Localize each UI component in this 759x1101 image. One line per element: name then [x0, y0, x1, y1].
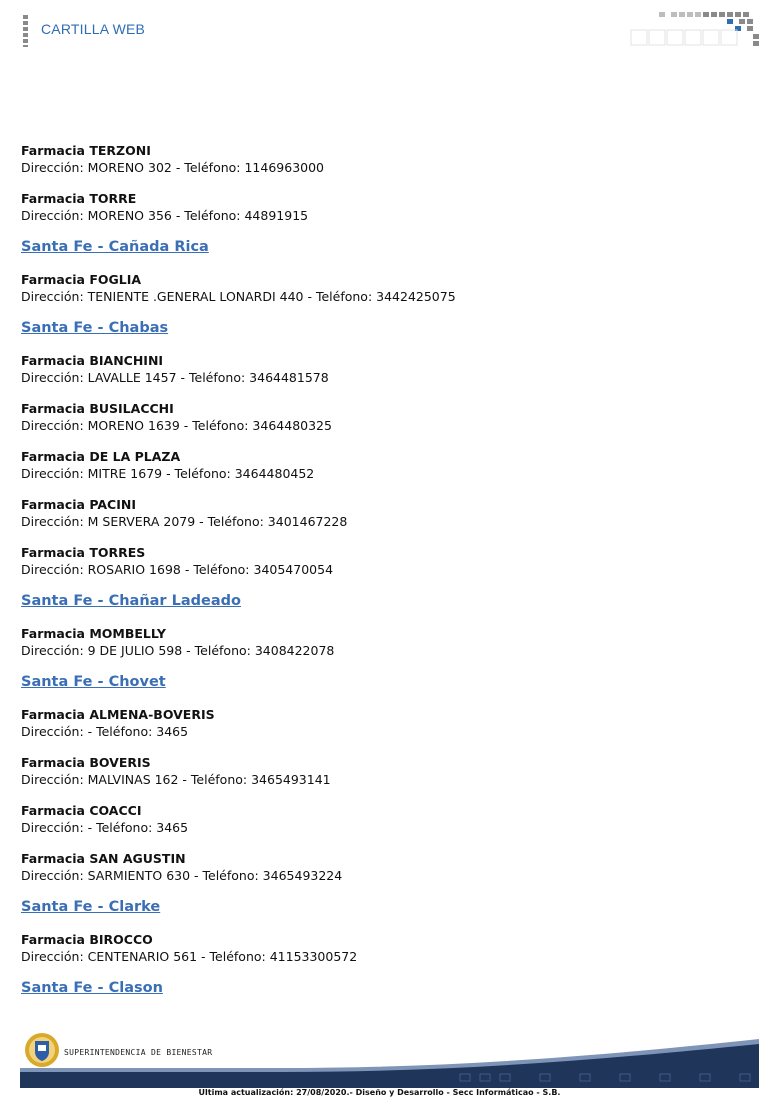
- pharmacy-entry: [21, 544, 741, 578]
- pharmacy-name: Farmacia BIROCCO: [21, 932, 153, 947]
- pharmacy-entry: [21, 850, 741, 884]
- header-bar-icon: [23, 15, 28, 47]
- footer-wave-icon: [20, 1038, 759, 1088]
- pharmacy-address: Dirección: MALVINAS 162 - Teléfono: 3465493141: [21, 772, 331, 787]
- pharmacy-entry: [21, 802, 741, 836]
- locality-heading[interactable]: Santa Fe - Clason: [21, 980, 163, 996]
- pharmacy-address: Dirección: LAVALLE 1457 - Teléfono: 3464481578: [21, 370, 329, 385]
- header-title: CARTILLA WEB: [41, 21, 146, 37]
- pharmacy-address: Dirección: ROSARIO 1698 - Teléfono: 3405470054: [21, 562, 334, 577]
- pharmacy-name: Farmacia BOVERIS: [21, 755, 151, 770]
- pharmacy-entry: [21, 625, 741, 659]
- locality-heading[interactable]: Santa Fe - Chabas: [21, 320, 169, 336]
- pharmacy-entry: [21, 142, 741, 176]
- pharmacy-address: Dirección: MORENO 356 - Teléfono: 44891915: [21, 208, 309, 223]
- pharmacy-address: Dirección: MORENO 302 - Teléfono: 1146963000: [21, 160, 325, 175]
- locality-heading[interactable]: Santa Fe - Clarke: [21, 899, 161, 915]
- pharmacy-address: Dirección: - Teléfono: 3465: [21, 724, 189, 739]
- pharmacy-name: Farmacia SAN AGUSTIN: [21, 851, 186, 866]
- decorative-squares-icon: [629, 10, 759, 50]
- pharmacy-address: Dirección: TENIENTE .GENERAL LONARDI 440 - Teléfono: 3442425075: [21, 289, 456, 304]
- pharmacy-address: Dirección: M SERVERA 2079 - Teléfono: 3401467228: [21, 514, 348, 529]
- page-header: [0, 0, 759, 60]
- pharmacy-address: Dirección: - Teléfono: 3465: [21, 820, 189, 835]
- pharmacy-name: Farmacia COACCI: [21, 803, 142, 818]
- pharmacy-address: Dirección: SARMIENTO 630 - Teléfono: 3465493224: [21, 868, 343, 883]
- pharmacy-entry: [21, 706, 741, 740]
- pharmacy-entry: [21, 754, 741, 788]
- pharmacy-entry: [21, 352, 741, 386]
- pharmacy-name: Farmacia PACINI: [21, 497, 136, 512]
- pharmacy-address: Dirección: CENTENARIO 561 - Teléfono: 41153300572: [21, 949, 358, 964]
- pharmacy-list: [21, 142, 741, 1012]
- pharmacy-address: Dirección: MITRE 1679 - Teléfono: 3464480452: [21, 466, 315, 481]
- pharmacy-name: Farmacia TORRES: [21, 545, 146, 560]
- pharmacy-entry: [21, 400, 741, 434]
- locality-heading[interactable]: Santa Fe - Chovet: [21, 674, 166, 690]
- seal-logo-icon: [24, 1032, 60, 1068]
- pharmacy-name: Farmacia MOMBELLY: [21, 626, 166, 641]
- organization-name: SUPERINTENDENCIA DE BIENESTAR: [64, 1048, 213, 1057]
- last-updated-text: Ultima actualización: 27/08/2020.- Diseño y Desarrollo - Secc Informáticao - S.B.: [198, 1088, 561, 1097]
- pharmacy-name: Farmacia ALMENA-BOVERIS: [21, 707, 215, 722]
- pharmacy-entry: [21, 496, 741, 530]
- pharmacy-entry: [21, 190, 741, 224]
- locality-heading[interactable]: Santa Fe - Cañada Rica: [21, 239, 209, 255]
- locality-heading[interactable]: Santa Fe - Chañar Ladeado: [21, 593, 241, 609]
- page-footer: [0, 1030, 759, 1101]
- pharmacy-name: Farmacia BUSILACCHI: [21, 401, 174, 416]
- pharmacy-name: Farmacia TERZONI: [21, 143, 151, 158]
- pharmacy-address: Dirección: 9 DE JULIO 598 - Teléfono: 3408422078: [21, 643, 335, 658]
- pharmacy-address: Dirección: MORENO 1639 - Teléfono: 3464480325: [21, 418, 332, 433]
- pharmacy-name: Farmacia DE LA PLAZA: [21, 449, 181, 464]
- pharmacy-name: Farmacia BIANCHINI: [21, 353, 164, 368]
- pharmacy-entry: [21, 271, 741, 305]
- pharmacy-entry: [21, 931, 741, 965]
- pharmacy-name: Farmacia FOGLIA: [21, 272, 142, 287]
- pharmacy-entry: [21, 448, 741, 482]
- pharmacy-name: Farmacia TORRE: [21, 191, 137, 206]
